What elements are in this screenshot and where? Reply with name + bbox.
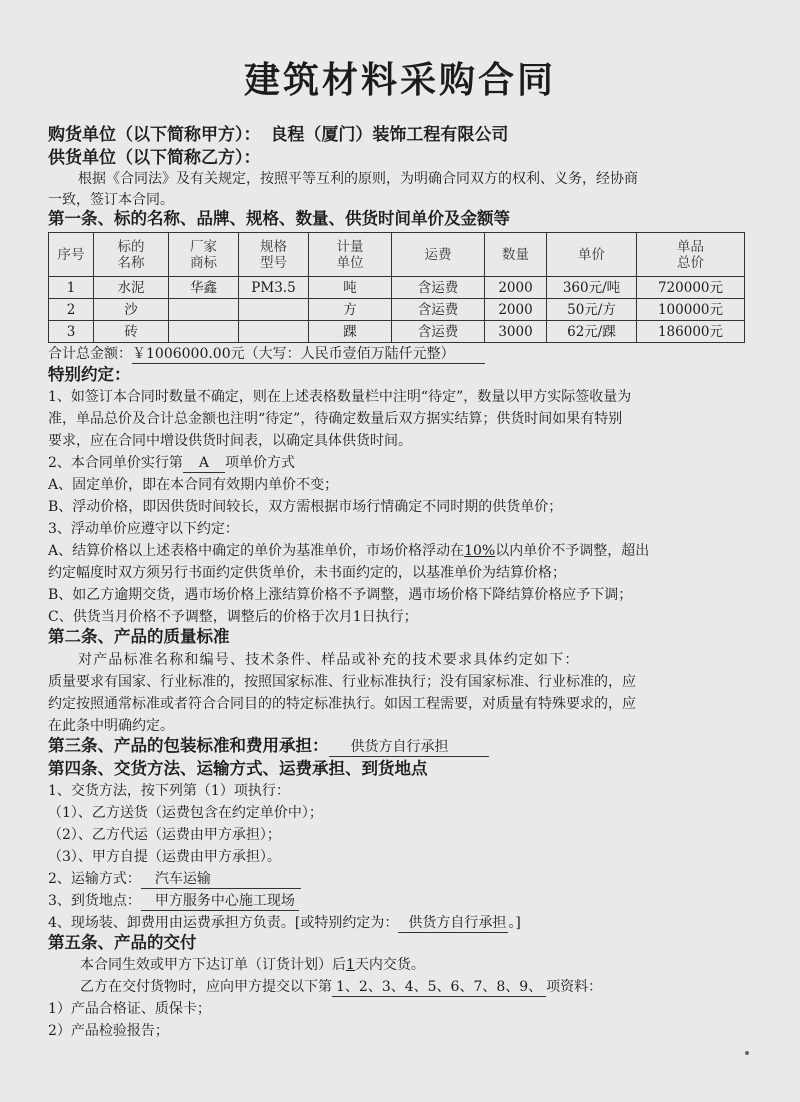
delivery-line: （3）、甲方自提（运费由甲方承担）。 — [48, 849, 281, 865]
delivery-line: （2）、乙方代运（运费由甲方承担）； — [48, 827, 281, 843]
header-cell: 计量 单位 — [309, 233, 392, 277]
special-line: 约定幅度时双方须另行书面约定供货单价，未书面约定的，以基准单价为结算价格； — [48, 565, 566, 581]
table-cell: 1 — [49, 277, 94, 299]
special-line: 1、如签订本合同时数量不确定，则在上述表格数量栏中注明“待定”，数量以甲方实际签收量为 — [48, 389, 632, 405]
documents-pre: 乙方在交付货物时，应向甲方提交以下第 — [80, 979, 332, 995]
goods-table — [48, 232, 745, 343]
table-cell: 方 — [309, 299, 392, 321]
quality-line: 约定按照通常标准或者符合合同目的的特定标准执行。如因工程需要，对质量有特殊要求的，应 — [48, 696, 636, 712]
table-cell: 含运费 — [392, 299, 485, 321]
quality-line: 质量要求有国家、行业标准的，按照国家标准、行业标准执行；没有国家标准、行业标准的，应 — [48, 674, 636, 690]
table-cell — [169, 299, 239, 321]
special-line: A、固定单价，即在本合同有效期内单价不变； — [48, 477, 339, 493]
delivery-days-value: 1 — [346, 957, 355, 973]
arrival-line — [48, 892, 299, 911]
special-line: 3、浮动单价应遵守以下约定： — [48, 521, 239, 537]
header-cell: 运费 — [392, 233, 485, 277]
header-cell: 单价 — [547, 233, 637, 277]
table-cell: 吨 — [309, 277, 392, 299]
article-3-line — [48, 737, 489, 757]
special-line: C、供货当月价格不予调整，调整后的价格于次月1日执行； — [48, 609, 418, 625]
table-cell: 含运费 — [392, 321, 485, 343]
article-3-heading: 第三条、产品的包装标准和费用承担： — [48, 736, 329, 755]
header-cell: 规格 型号 — [239, 233, 309, 277]
price-method-line — [48, 454, 295, 473]
transport-line — [48, 870, 301, 889]
table-header-row — [49, 233, 745, 277]
handling-fee-value: 供货方自行承担 — [398, 914, 508, 933]
seller-label: 供货单位（以下简称乙方）： — [48, 148, 261, 168]
handling-fee-line — [48, 914, 521, 933]
table-cell: PM3.5 — [239, 277, 309, 299]
table-cell — [169, 321, 239, 343]
article-1-heading: 第一条、标的名称、品牌、规格、数量、供货时间单价及金额等 — [48, 209, 510, 228]
table-cell: 砖 — [94, 321, 169, 343]
float-range-line — [48, 542, 649, 560]
transport-value: 汽车运输 — [141, 870, 301, 889]
special-line: 要求，应在合同中增设供货时间表，以确定具体供货时间。 — [48, 433, 412, 449]
float-range-post: 以内单价不予调整，超出 — [495, 543, 650, 559]
article-2-heading: 第二条、产品的质量标准 — [48, 627, 230, 646]
float-range-value: 10% — [464, 543, 496, 559]
table-cell: 含运费 — [392, 277, 485, 299]
quality-line: 对产品标准名称和编号、技术条件、样品或补充的技术要求具体约定如下： — [78, 652, 580, 668]
special-terms-heading: 特别约定： — [48, 365, 131, 384]
document-item: 1）产品合格证、质保卡； — [48, 1001, 211, 1017]
intro-line-1: 根据《合同法》及有关规定，按照平等互利的原则，为明确合同双方的权利、义务，经协商 — [78, 171, 638, 187]
total-amount-label: 合计总金额： — [48, 346, 132, 362]
table-cell: 沙 — [94, 299, 169, 321]
table-cell: 186000元 — [637, 321, 745, 343]
handling-fee-post: 。] — [508, 915, 521, 931]
buyer-line — [48, 126, 508, 144]
packaging-cost-value: 供货方自行承担 — [329, 738, 489, 757]
table-cell — [239, 299, 309, 321]
table-cell: 3000 — [485, 321, 547, 343]
buyer-label: 购货单位（以下简称甲方）： — [48, 125, 261, 145]
documents-line — [80, 978, 602, 997]
table-cell: 踝 — [309, 321, 392, 343]
handling-fee-pre: 4、现场装、卸费用由运费承担方负责。[或特别约定为： — [48, 915, 399, 931]
arrival-value: 甲方服务中心施工现场 — [141, 892, 299, 911]
documents-value: 1、2、3、4、5、6、7、8、9、 — [332, 978, 546, 997]
arrival-label: 3、到货地点： — [48, 893, 141, 909]
table-cell: 水泥 — [94, 277, 169, 299]
delivery-days-post: 天内交货。 — [354, 957, 425, 973]
article-5-heading: 第五条、产品的交付 — [48, 933, 197, 952]
price-method-value: A — [183, 454, 225, 473]
quality-line: 在此条中明确约定。 — [48, 718, 174, 734]
total-amount-value: ￥1006000.00元（大写：人民币壹佰万陆仟元整） — [132, 345, 485, 364]
table-cell: 100000元 — [637, 299, 745, 321]
transport-label: 2、运输方式： — [48, 871, 141, 887]
price-method-post: 项单价方式 — [225, 455, 296, 471]
table-cell: 2000 — [485, 277, 547, 299]
documents-post: 项资料： — [546, 979, 603, 995]
table-cell: 50元/方 — [547, 299, 637, 321]
delivery-days-line — [80, 956, 425, 974]
table-cell: 2 — [49, 299, 94, 321]
document-item: 2）产品检验报告； — [48, 1023, 169, 1039]
header-cell: 标的 名称 — [94, 233, 169, 277]
delivery-line: 1、交货方法，按下列第（1）项执行： — [48, 783, 290, 799]
price-method-pre: 2、本合同单价实行第 — [48, 455, 183, 471]
buyer-name: 良程（厦门）装饰工程有限公司 — [270, 125, 509, 145]
intro-line-2: 一致，签订本合同。 — [48, 192, 174, 208]
delivery-line: （1）、乙方送货（运费包含在约定单价中）； — [48, 805, 323, 821]
table-cell: 3 — [49, 321, 94, 343]
table-cell: 62元/踝 — [547, 321, 637, 343]
table-cell: 360元/吨 — [547, 277, 637, 299]
table-row — [49, 299, 745, 321]
special-line: B、浮动价格，即因供货时间较长，双方需根据市场行情确定不同时期的供货单价； — [48, 499, 563, 515]
float-range-pre: A、结算价格以上述表格中确定的单价为基准单价，市场价格浮动在 — [48, 543, 465, 559]
header-cell: 单品 总价 — [637, 233, 745, 277]
special-line: 准，单品总价及合计总金额也注明“待定”，待确定数量后双方据实结算；供货时间如果有特别 — [48, 411, 623, 427]
table-cell: 2000 — [485, 299, 547, 321]
article-4-heading: 第四条、交货方法、运输方式、运费承担、到货地点 — [48, 759, 428, 778]
table-cell: 华鑫 — [169, 277, 239, 299]
header-cell: 厂家 商标 — [169, 233, 239, 277]
table-row — [49, 277, 745, 299]
delivery-days-pre: 本合同生效或甲方下达订单（订货计划）后 — [80, 957, 346, 973]
document-title: 建筑材料采购合同 — [243, 60, 556, 101]
total-amount-line — [48, 345, 485, 364]
table-row — [49, 321, 745, 343]
header-cell: 数量 — [485, 233, 547, 277]
header-cell: 序号 — [49, 233, 94, 277]
paper-speck — [745, 1051, 749, 1055]
special-line: B、如乙方逾期交货，遇市场价格上涨结算价格不予调整，遇市场价格下降结算价格应予下调； — [48, 587, 633, 603]
table-cell: 720000元 — [637, 277, 745, 299]
table-cell — [239, 321, 309, 343]
